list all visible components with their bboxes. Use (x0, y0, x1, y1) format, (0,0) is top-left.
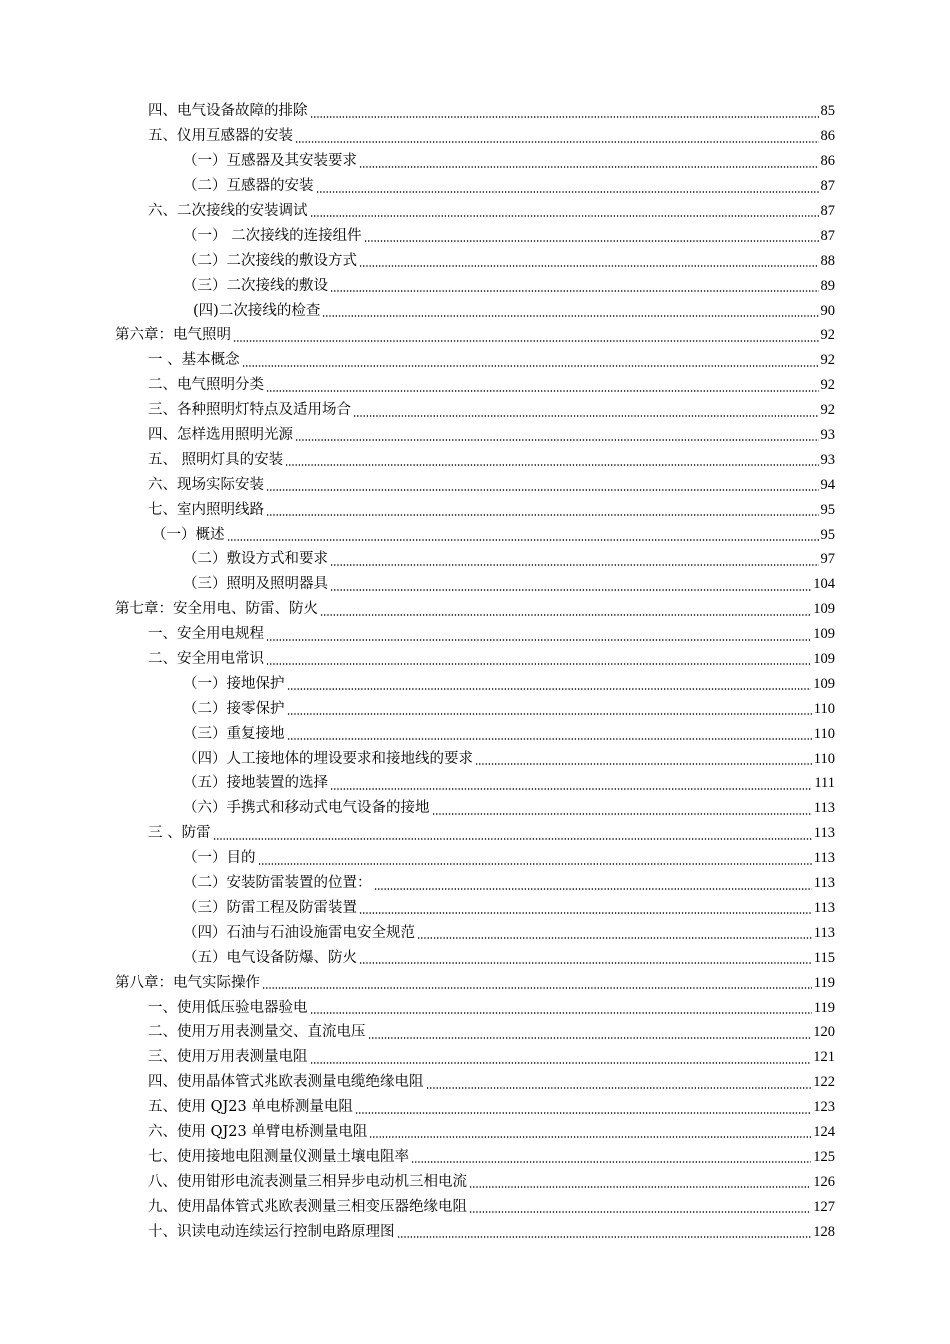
toc-entry[interactable] (0, 398, 950, 423)
toc-entry-title: （二）敷设方式和要求 (183, 551, 328, 568)
toc-entry-page-number: 94 (820, 476, 835, 493)
toc-entry-title: （三）照明及照明器具 (183, 576, 328, 593)
toc-entry-title: 一、使用低压验电器验电 (148, 999, 308, 1016)
toc-entry[interactable] (0, 1045, 950, 1070)
toc-entry[interactable] (0, 99, 950, 124)
toc-dot-leader (355, 1111, 811, 1115)
toc-entry[interactable] (0, 1219, 950, 1244)
toc-entry-title: （五）电气设备防爆、防火 (183, 949, 357, 966)
toc-entry-title: （三）防雷工程及防雷装置 (183, 899, 357, 916)
toc-entry-page-number: 92 (820, 402, 835, 419)
toc-entry[interactable] (0, 647, 950, 672)
toc-entry-title: （一）目的 (183, 850, 256, 867)
toc-entry-title: （二）二次接线的敷设方式 (183, 252, 357, 269)
toc-entry[interactable] (0, 771, 950, 796)
toc-entry-title: 五、 照明灯具的安装 (148, 451, 284, 468)
toc-entry[interactable] (0, 522, 950, 547)
toc-dot-leader (310, 214, 819, 218)
toc-dot-leader (359, 961, 812, 965)
toc-entry-page-number: 86 (820, 128, 835, 145)
toc-entry-title: 五、仪用互感器的安装 (148, 128, 293, 145)
toc-entry-title: 五、使用 QJ23 单电桥测量电阻 (148, 1099, 353, 1116)
toc-dot-leader (330, 289, 819, 293)
toc-entry-page-number: 123 (813, 1099, 835, 1116)
toc-dot-leader (411, 1160, 811, 1164)
toc-entry-title: （二）接零保护 (183, 700, 285, 717)
toc-entry-title: 八、使用钳形电流表测量三相异步电动机三相电流 (148, 1173, 467, 1190)
toc-dot-leader (258, 862, 812, 866)
toc-entry[interactable] (0, 1020, 950, 1045)
toc-dot-leader (287, 712, 812, 716)
toc-dot-leader (266, 662, 811, 666)
toc-entry-title: 二、使用万用表测量交、直流电压 (148, 1024, 366, 1041)
toc-dot-leader (262, 986, 812, 990)
toc-entry-page-number: 88 (820, 252, 835, 269)
toc-entry[interactable] (0, 796, 950, 821)
toc-entry-page-number: 109 (813, 651, 835, 668)
toc-dot-leader (417, 936, 812, 940)
toc-dot-leader (426, 1086, 812, 1090)
toc-entry-page-number: 113 (813, 850, 835, 867)
toc-dot-leader (330, 588, 811, 592)
toc-dot-leader (397, 1235, 812, 1239)
toc-dot-leader (266, 488, 819, 492)
toc-entry-title: （五）接地装置的选择 (183, 775, 328, 792)
toc-entry-title: 第六章：电气照明 (115, 327, 231, 344)
toc-entry-title: 第七章：安全用电、防雷、防火 (115, 601, 318, 618)
toc-entry[interactable] (0, 746, 950, 771)
toc-entry-page-number: 115 (813, 949, 835, 966)
toc-entry-page-number: 104 (813, 576, 835, 593)
toc-dot-leader (330, 563, 819, 567)
toc-entry-title: 四、使用晶体管式兆欧表测量电缆绝缘电阻 (148, 1074, 424, 1091)
toc-entry-page-number: 121 (813, 1049, 835, 1066)
toc-entry-title: （四）石油与石油设施雷电安全规范 (183, 924, 415, 941)
toc-entry[interactable] (0, 896, 950, 921)
toc-entry-page-number: 87 (820, 178, 835, 195)
toc-entry-page-number: 95 (820, 526, 835, 543)
toc-entry-page-number: 110 (813, 750, 835, 767)
toc-entry[interactable] (0, 348, 950, 373)
toc-entry-page-number: 113 (813, 924, 835, 941)
toc-entry-title: 二、安全用电常识 (148, 651, 264, 668)
toc-entry-title: （四）人工接地体的埋设要求和接地线的要求 (183, 750, 473, 767)
toc-entry[interactable] (0, 572, 950, 597)
toc-entry-page-number: 92 (820, 377, 835, 394)
toc-entry-page-number: 113 (813, 899, 835, 916)
toc-entry[interactable] (0, 622, 950, 647)
toc-entry-page-number: 87 (820, 203, 835, 219)
toc-dot-leader (310, 1061, 812, 1065)
toc-dot-leader (295, 438, 819, 442)
toc-entry-page-number: 119 (813, 999, 835, 1016)
toc-dot-leader (469, 1210, 811, 1214)
toc-entry-page-number: 90 (820, 302, 835, 319)
toc-entry-page-number: 113 (813, 825, 835, 842)
toc-entry-page-number: 125 (813, 1148, 835, 1165)
toc-entry-page-number: 97 (820, 551, 835, 568)
toc-entry[interactable] (0, 696, 950, 721)
toc-entry-page-number: 92 (820, 327, 835, 344)
toc-entry-title: （一）接地保护 (183, 675, 285, 692)
toc-dot-leader (310, 1011, 812, 1015)
toc-entry-page-number: 113 (813, 800, 835, 817)
toc-entry[interactable] (0, 174, 950, 199)
toc-dot-leader (374, 887, 812, 891)
toc-dot-leader (213, 837, 812, 841)
toc-entry-title: （三）二次接线的敷设 (183, 277, 328, 294)
toc-entry[interactable] (0, 373, 950, 398)
toc-dot-leader (310, 115, 819, 119)
toc-dot-leader (295, 140, 819, 144)
toc-dot-leader (266, 638, 811, 642)
toc-entry-title: 九、使用晶体管式兆欧表测量三相变压器绝缘电阻 (148, 1198, 467, 1215)
toc-entry[interactable] (0, 199, 950, 224)
toc-entry[interactable] (0, 273, 950, 298)
toc-entry-page-number: 128 (813, 1223, 835, 1240)
toc-entry-title: 十、识读电动连续运行控制电路原理图 (148, 1223, 395, 1240)
toc-entry-title: 四、电气设备故障的排除 (148, 103, 308, 120)
toc-entry-title: 七、室内照明线路 (148, 501, 264, 518)
toc-dot-leader (285, 463, 818, 467)
toc-entry[interactable] (0, 721, 950, 746)
toc-entry[interactable] (0, 1070, 950, 1095)
toc-dot-leader (359, 911, 812, 915)
toc-entry-page-number: 109 (813, 626, 835, 643)
toc-dot-leader (316, 190, 819, 194)
toc-entry-page-number: 89 (820, 277, 835, 294)
toc-entry[interactable] (0, 920, 950, 945)
toc-dot-leader (369, 1135, 811, 1139)
toc-entry-title: 三、各种照明灯特点及适用场合 (148, 402, 351, 419)
toc-entry-title: 第八章：电气实际操作 (115, 974, 260, 991)
toc-entry[interactable] (0, 472, 950, 497)
toc-entry-title: （六）手携式和移动式电气设备的接地 (183, 800, 430, 817)
toc-entry-title: 三、使用万用表测量电阻 (148, 1049, 308, 1066)
toc-entry[interactable] (0, 970, 950, 995)
toc-dot-leader (287, 687, 812, 691)
toc-entry[interactable] (0, 597, 950, 622)
toc-entry-title: 一 、基本概念 (148, 352, 240, 369)
toc-entry[interactable] (0, 223, 950, 248)
toc-entry-page-number: 110 (813, 725, 835, 742)
toc-entry[interactable] (0, 447, 950, 472)
toc-entry-title: 六、现场实际安装 (148, 476, 264, 493)
toc-entry[interactable] (0, 945, 950, 970)
toc-dot-leader (364, 239, 819, 243)
toc-entry[interactable] (0, 1144, 950, 1169)
toc-entry[interactable] (0, 248, 950, 273)
toc-entry-title: 四、怎样选用照明光源 (148, 427, 293, 444)
toc-entry-page-number: 113 (813, 875, 835, 892)
toc-entry-page-number: 109 (813, 601, 835, 618)
toc-entry[interactable] (0, 323, 950, 348)
toc-entry-page-number: 110 (813, 700, 835, 717)
toc-entry-page-number: 111 (814, 775, 835, 792)
toc-entry-page-number: 93 (820, 451, 835, 468)
toc-entry-page-number: 124 (813, 1123, 835, 1140)
toc-entry-page-number: 109 (813, 675, 835, 692)
toc-entry-title: （三）重复接地 (183, 725, 285, 742)
toc-entry-title: 三 、防雷 (148, 825, 211, 842)
toc-entry[interactable] (0, 671, 950, 696)
toc-entry[interactable] (0, 1194, 950, 1219)
toc-dot-leader (266, 513, 819, 517)
toc-dot-leader (242, 364, 819, 368)
toc-dot-leader (353, 414, 819, 418)
toc-entry-title: 一、安全用电规程 (148, 626, 264, 643)
table-of-contents (0, 99, 950, 1244)
toc-entry[interactable] (0, 871, 950, 896)
toc-dot-leader (266, 389, 819, 393)
toc-entry-page-number: 86 (820, 153, 835, 170)
toc-entry[interactable] (0, 821, 950, 846)
toc-entry[interactable] (0, 497, 950, 522)
toc-dot-leader (359, 264, 819, 268)
toc-entry-title: 六、二次接线的安装调试 (148, 203, 308, 219)
toc-dot-leader (475, 762, 812, 766)
toc-entry[interactable] (0, 124, 950, 149)
toc-dot-leader (330, 787, 812, 791)
toc-dot-leader (287, 737, 812, 741)
toc-entry-title: （一）概述 (152, 526, 225, 543)
toc-entry-title: 七、使用接地电阻测量仪测量土壤电阻率 (148, 1148, 409, 1165)
toc-entry-page-number: 120 (813, 1024, 835, 1041)
toc-dot-leader (469, 1185, 811, 1189)
toc-entry-page-number: 92 (820, 352, 835, 369)
toc-entry-page-number: 122 (813, 1074, 835, 1091)
toc-entry[interactable] (0, 149, 950, 174)
toc-entry[interactable] (0, 1095, 950, 1120)
toc-entry[interactable] (0, 1169, 950, 1194)
toc-entry-page-number: 93 (820, 427, 835, 444)
toc-dot-leader (227, 538, 819, 542)
toc-entry-page-number: 119 (813, 974, 835, 991)
toc-entry-page-number: 87 (820, 227, 835, 244)
toc-dot-leader (322, 314, 818, 318)
toc-entry[interactable] (0, 423, 950, 448)
toc-entry-title: 二、电气照明分类 (148, 377, 264, 394)
toc-entry-title: （一）互感器及其安装要求 (183, 153, 357, 170)
toc-entry[interactable] (0, 846, 950, 871)
toc-dot-leader (359, 165, 819, 169)
toc-dot-leader (432, 812, 812, 816)
toc-entry[interactable] (0, 1120, 950, 1145)
toc-dot-leader (233, 339, 819, 343)
toc-entry-page-number: 85 (820, 103, 835, 120)
toc-entry-page-number: 127 (813, 1198, 835, 1215)
toc-entry[interactable] (0, 547, 950, 572)
toc-entry-page-number: 126 (813, 1173, 835, 1190)
toc-entry-title: （一） 二次接线的连接组件 (183, 227, 362, 244)
toc-dot-leader (320, 613, 811, 617)
toc-entry-title: 六、使用 QJ23 单臂电桥测量电阻 (148, 1123, 368, 1140)
toc-entry-title: (四)二次接线的检查 (193, 302, 321, 319)
toc-dot-leader (368, 1036, 812, 1040)
toc-entry[interactable] (0, 298, 950, 323)
toc-entry-title: （二）互感器的安装 (183, 178, 314, 195)
toc-entry[interactable] (0, 995, 950, 1020)
toc-entry-title: （二）安装防雷装置的位置： (183, 875, 372, 892)
toc-entry-page-number: 95 (820, 501, 835, 518)
